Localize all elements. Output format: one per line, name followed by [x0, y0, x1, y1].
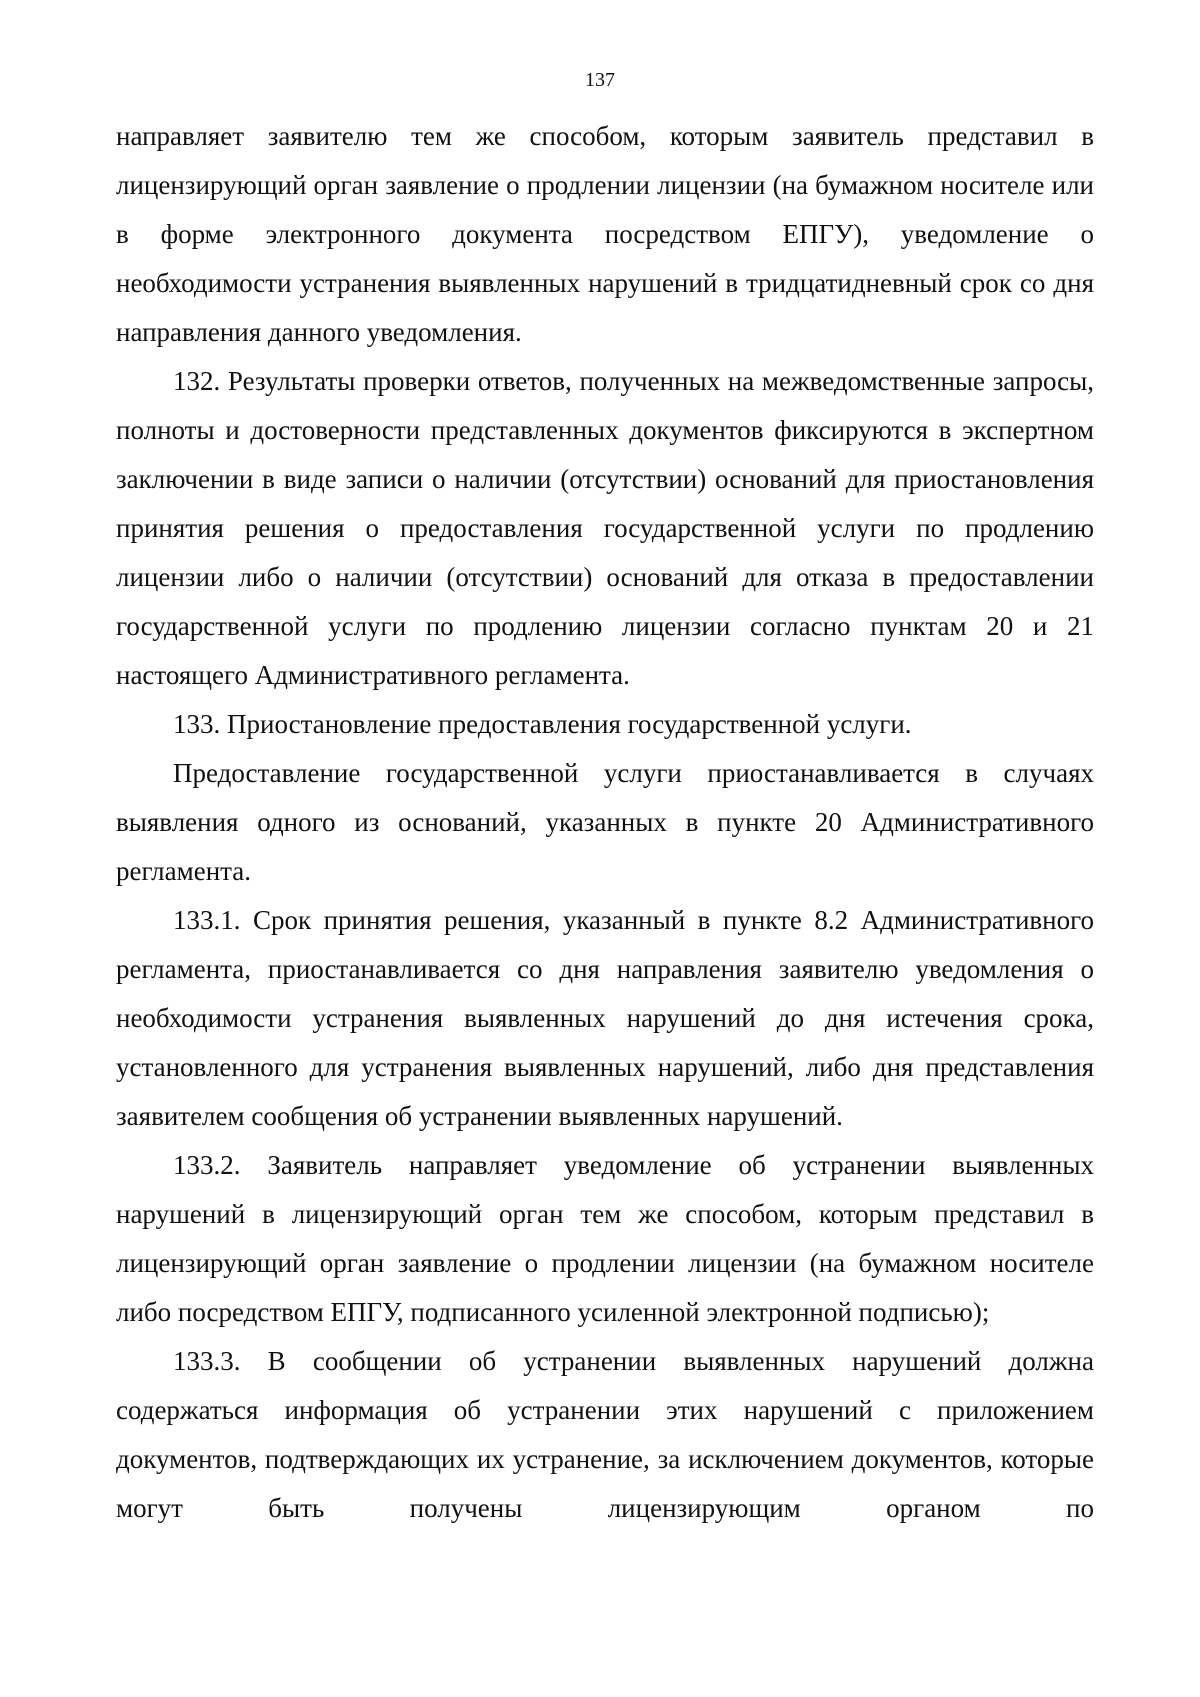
paragraph-133-3: 133.3. В сообщении об устранении выявленных нарушений должна содержаться информация об устранении этих нарушений с приложением документов, подтверждающих их устранение, за исключением документов, которые могут быть получены лицензирующим органом по	[116, 1346, 1094, 1523]
paragraph-133-heading: 133. Приостановление предоставления государственной услуги.	[173, 709, 912, 739]
paragraph-132: 132. Результаты проверки ответов, полученных на межведомственные запросы, полноты и достоверности представленных документов фиксируются в экспертном заключении в виде записи о наличии (отсутствии) оснований для приостановления принятия решения о предоставления государственной услуги по продлению лицензии либо о наличии (отсутствии) оснований для отказа в предоставлении государственной услуги по продлению лицензии согласно пунктам 20 и 21 настоящего Административного регламента.	[116, 366, 1094, 690]
paragraph-continuation: направляет заявителю тем же способом, которым заявитель представил в лицензирующий орган заявление о продлении лицензии (на бумажном носителе или в форме электронного документа посредством ЕПГУ), уведомление о необходимости устранения выявленных нарушений в тридцатидневный срок со дня направления данного уведомления.	[116, 121, 1094, 347]
paragraph-133-body: Предоставление государственной услуги приостанавливается в случаях выявления одного из оснований, указанных в пункте 20 Административного регламента.	[116, 758, 1094, 886]
document-body	[116, 112, 1094, 1533]
page-number: 137	[585, 69, 615, 91]
paragraph-133-1: 133.1. Срок принятия решения, указанный в пункте 8.2 Административного регламента, приостанавливается со дня направления заявителю уведомления о необходимости устранения выявленных нарушений до дня истечения срока, установленного для устранения выявленных нарушений, либо дня представления заявителем сообщения об устранении выявленных нарушений.	[116, 905, 1094, 1131]
paragraph-133-2: 133.2. Заявитель направляет уведомление об устранении выявленных нарушений в лицензирующий орган тем же способом, которым представил в лицензирующий орган заявление о продлении лицензии (на бумажном носителе либо посредством ЕПГУ, подписанного усиленной электронной подписью);	[116, 1150, 1094, 1327]
